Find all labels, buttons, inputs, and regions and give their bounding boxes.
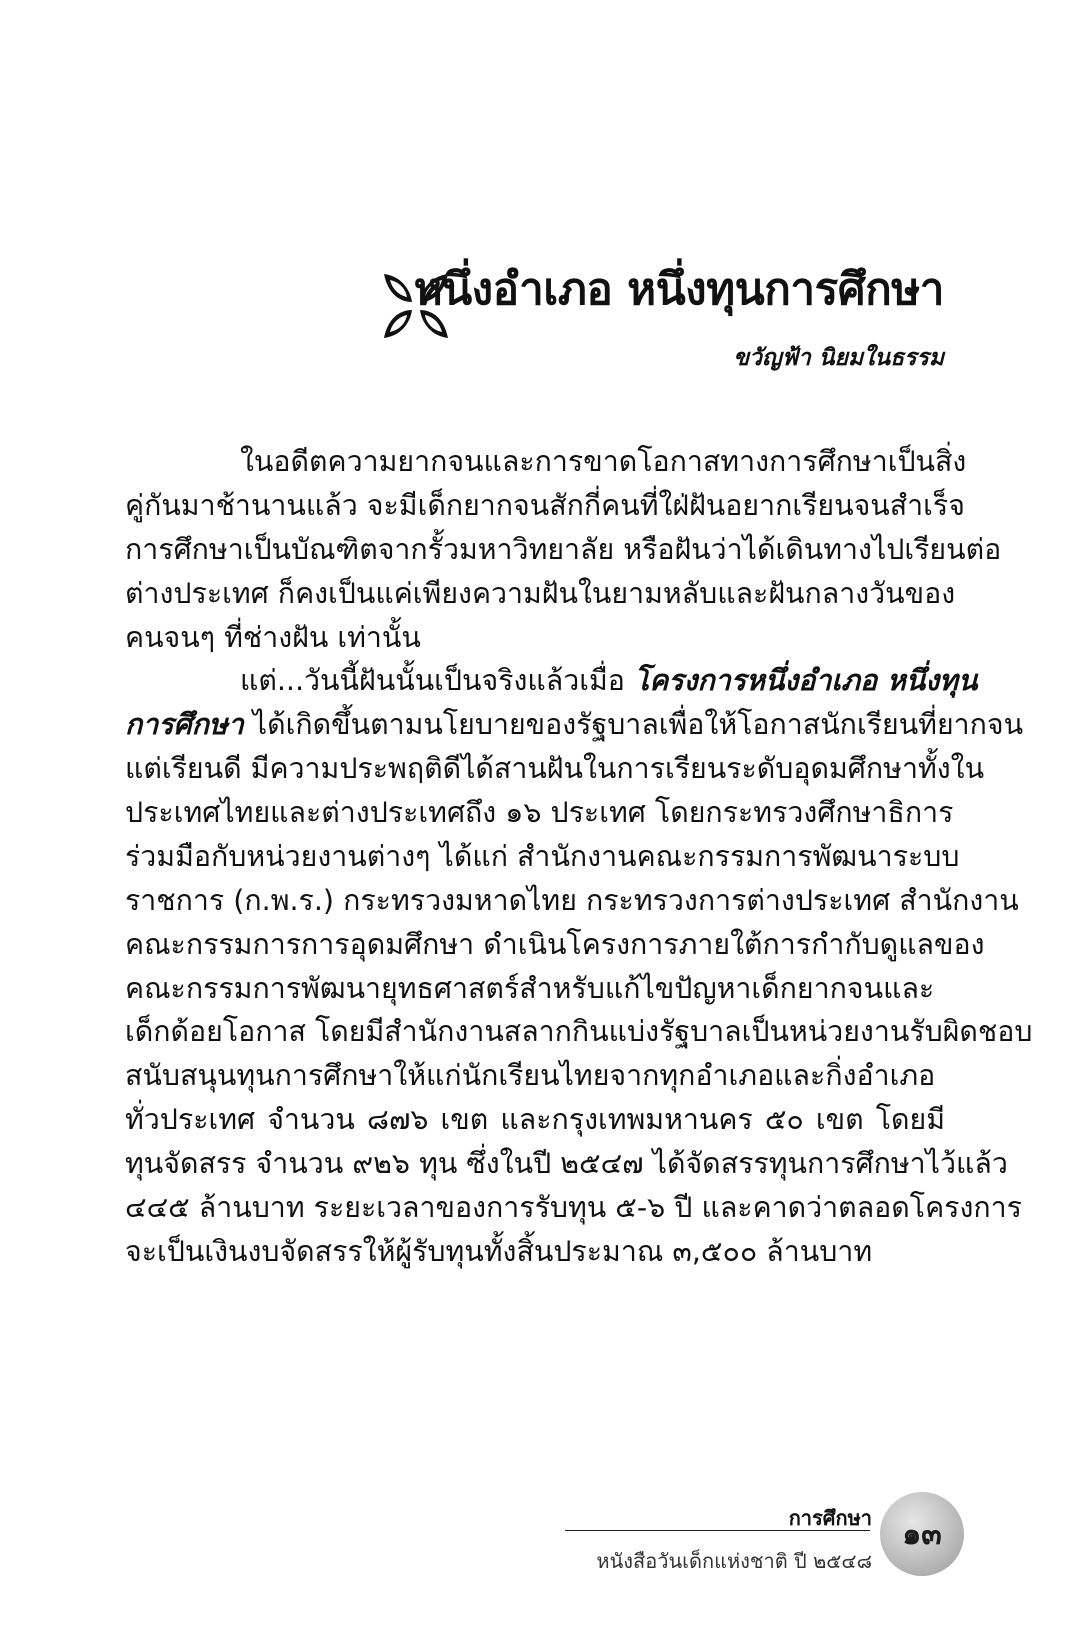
article-body [125, 440, 1033, 1274]
text-line: คณะกรรมการการอุดมศึกษา ดำเนินโครงการภายใต้การกำกับดูแลของ [125, 927, 985, 961]
footer-section-label: การศึกษา [788, 1506, 872, 1530]
article-title: หนึ่งอำเภอ หนึ่งทุนการศึกษา [413, 264, 944, 315]
article-author: ขวัญฟ้า นิยมในธรรม [733, 345, 944, 371]
text-line: เด็กด้อยโอกาส โดยมีสำนักงานสลากกินแบ่งรัฐบาลเป็นหน่วยงานรับผิดชอบ [125, 1015, 1033, 1049]
text-line: ทั่วประเทศ จำนวน ๘๗๖ เขต และกรุงเทพมหานคร ๕๐ เขต โดยมี [125, 1103, 945, 1137]
text-line: ทุนจัดสรร จำนวน ๙๒๖ ทุน ซึ่งในปี ๒๕๔๗ ได้จัดสรรทุนการศึกษาไว้แล้ว [125, 1147, 1008, 1180]
page-number-badge [880, 1492, 964, 1576]
text-line: คู่กันมาช้านานแล้ว จะมีเด็กยากจนสักกี่คนที่ใฝ่ฝันอยากเรียนจนสำเร็จ [125, 488, 965, 522]
text-line: ต่างประเทศ ก็คงเป็นแค่เพียงความฝันในยามหลับและฝันกลางวันของ [125, 576, 956, 610]
text-line [125, 659, 978, 703]
project-name-emphasis: การศึกษา [125, 708, 244, 742]
text-line: ๔๔๕ ล้านบาท ระยะเวลาของการรับทุน ๕-๖ ปี และคาดว่าตลอดโครงการ [125, 1190, 1022, 1224]
text-line: การศึกษาเป็นบัณฑิตจากรั้วมหาวิทยาลัย หรือฝันว่าได้เดินทางไปเรียนต่อ [125, 532, 1002, 566]
paragraph-1 [125, 440, 1002, 659]
text-line [125, 703, 1024, 747]
page-number: ๑๓ [902, 1516, 942, 1552]
text-line: ในอดีตความยากจนและการขาดโอกาสทางการศึกษาเป็นสิ่ง [240, 445, 967, 478]
text-line: คนจนๆ ที่ช่างฝัน เท่านั้น [125, 620, 421, 654]
text-segment: ได้เกิดขึ้นตามนโยบายของรัฐบาลเพื่อให้โอกาสนักเรียนที่ยากจน [243, 708, 1024, 742]
footer-book-title: หนังสือวันเด็กแห่งชาติ ปี ๒๕๔๘ [596, 1549, 872, 1573]
text-line: สนับสนุนทุนการศึกษาให้แก่นักเรียนไทยจากทุกอำเภอและกิ่งอำเภอ [125, 1059, 936, 1093]
text-line: จะเป็นเงินงบจัดสรรให้ผู้รับทุนทั้งสิ้นประมาณ ๓,๕๐๐ ล้านบาท [125, 1234, 873, 1268]
text-line: คณะกรรมการพัฒนายุทธศาสตร์สำหรับแก้ไขปัญหาเด็กยากจนและ [125, 971, 935, 1005]
text-line: ร่วมมือกับหน่วยงานต่างๆ ได้แก่ สำนักงานคณะกรรมการพัฒนาระบบ [125, 839, 960, 873]
text-segment: แต่...วันนี้ฝันนั้นเป็นจริงแล้วเมื่อ [240, 664, 634, 698]
text-line: ประเทศไทยและต่างประเทศถึง ๑๖ ประเทศ โดยกระทรวงศึกษาธิการ [125, 796, 954, 829]
paragraph-2 [125, 659, 1033, 1273]
text-line: ราชการ (ก.พ.ร.) กระทรวงมหาดไทย กระทรวงการต่างประเทศ สำนักงาน [125, 883, 1019, 917]
footer-divider [565, 1530, 870, 1531]
text-line: แต่เรียนดี มีความประพฤติดีได้สานฝันในการเรียนระดับอุดมศึกษาทั้งใน [125, 752, 985, 786]
project-name-emphasis: โครงการหนึ่งอำเภอ หนึ่งทุน [633, 664, 978, 698]
